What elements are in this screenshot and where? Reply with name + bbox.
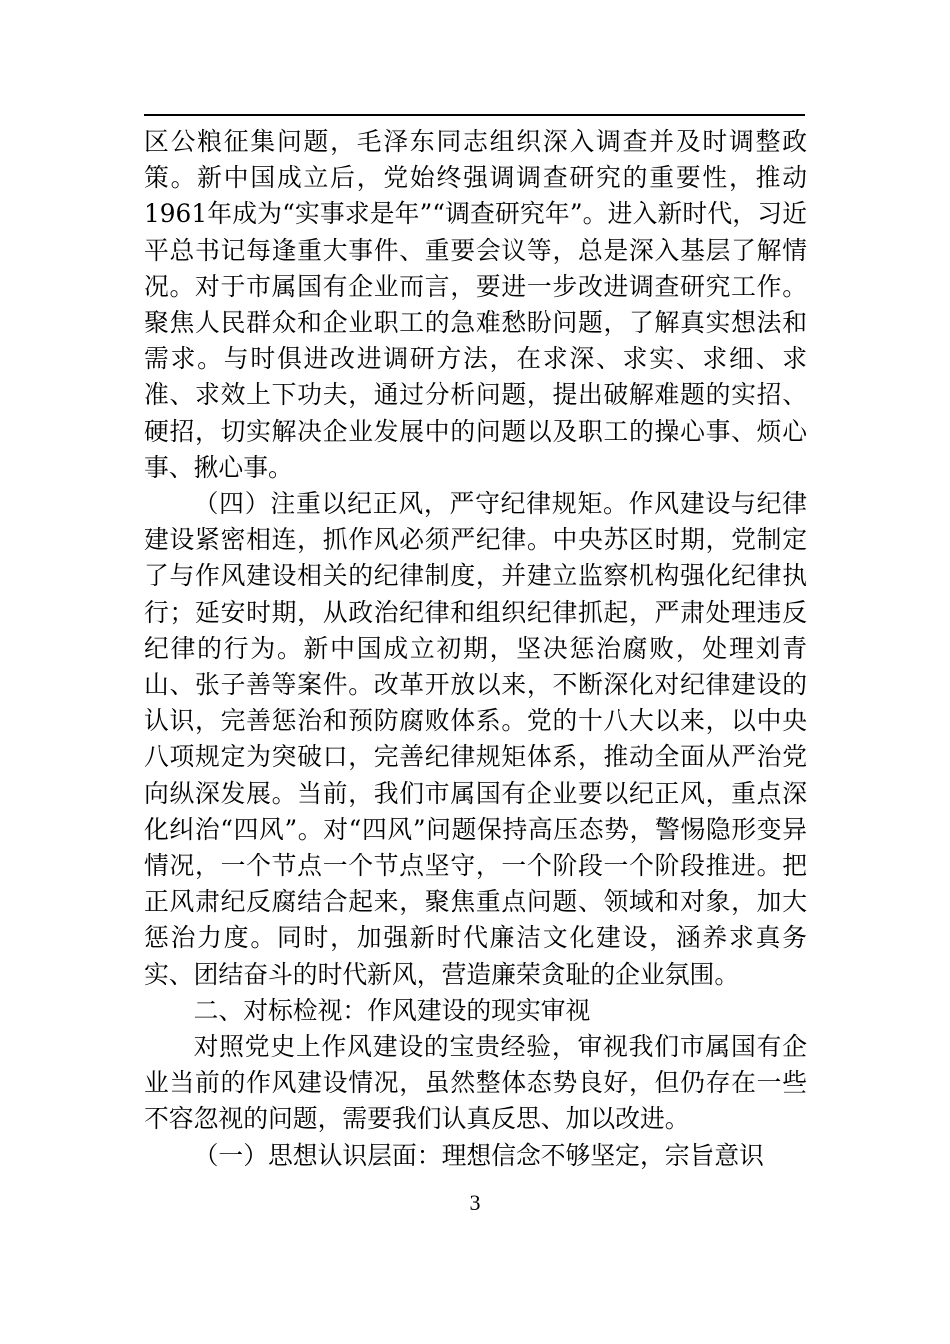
section-heading: 二、对标检视：作风建设的现实审视 xyxy=(193,995,591,1025)
paragraph-continuation: 区公粮征集问题，毛泽东同志组织深入调查并及时调整政策。新中国成立后，党始终强调调查研究的重要性，推动1961年成为“实事求是年”“调查研究年”。进入新时代，习近平总书记每逢重大事件、重要会议等，总是深入基层了解情况。对于市属国有企业而言，要进一步改进调查研究工作。聚焦人民群众和企业职工的急难愁盼问题，了解真实想法和需求。与时俱进改进调研方法，在求深、求实、求细、求准、求效上下功夫，通过分析问题，提出破解难题的实招、硬招，切实解决企业发展中的问题以及职工的操心事、烦心事、揪心事。 xyxy=(144,127,807,482)
paragraph-ideology: （一）思想认识层面：理想信念不够坚定，宗旨意识 xyxy=(193,1140,764,1170)
paragraph-review: 对照党史上作风建设的宝贵经验，审视我们市属国有企业当前的作风建设情况，虽然整体态势良好，但仍存在一些不容忽视的问题，需要我们认真反思、加以改进。 xyxy=(144,1032,807,1134)
paragraph-discipline: （四）注重以纪正风，严守纪律规矩。作风建设与纪律建设紧密相连，抓作风必须严纪律。中央苏区时期，党制定了与作风建设相关的纪律制度，并建立监察机构强化纪律执行；延安时期，从政治纪律和组织纪律抓起，严肃处理违反纪律的行为。新中国成立初期，坚决惩治腐败，处理刘青山、张子善等案件。改革开放以来，不断深化对纪律建设的认识，完善惩治和预防腐败体系。党的十八大以来，以中央八项规定为突破口，完善纪律规矩体系，推动全面从严治党向纵深发展。当前，我们市属国有企业要以纪正风，重点深化纠治“四风”。对“四风”问题保持高压态势，警惕隐形变异情况，一个节点一个节点坚守，一个阶段一个阶段推进。把正风肃纪反腐结合起来，聚焦重点问题、领域和对象，加大惩治力度。同时，加强新时代廉洁文化建设，涵养求真务实、团结奋斗的时代新风，营造廉荣贪耻的企业氛围。 xyxy=(144,489,807,989)
page-number: 3 xyxy=(469,1190,481,1215)
document-body xyxy=(144,124,807,1174)
header-rule xyxy=(144,114,805,116)
